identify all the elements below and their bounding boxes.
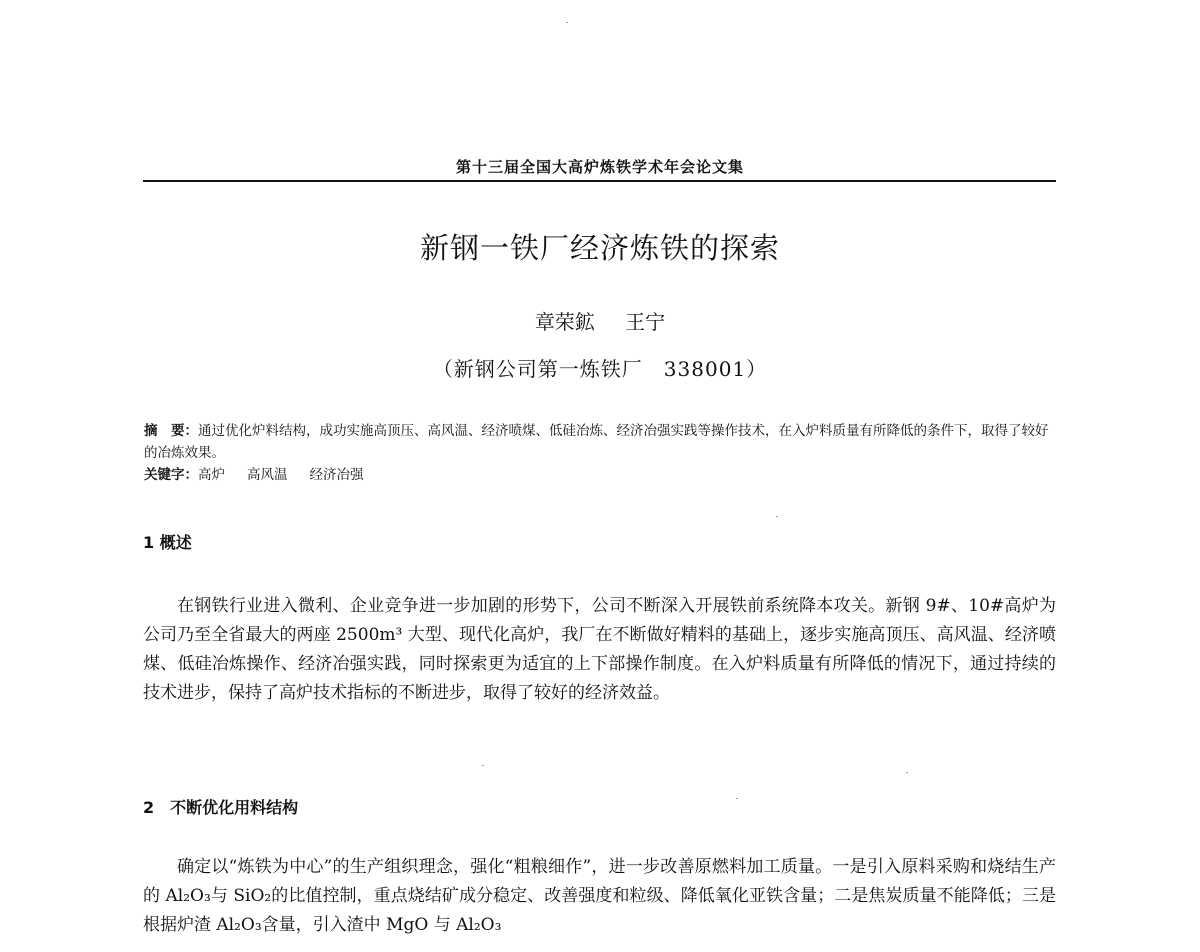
running-header: 第十三届全国大高炉炼铁学术年会论文集 xyxy=(455,158,744,176)
scan-speck xyxy=(482,765,484,766)
paper-title: 新钢一铁厂经济炼铁的探索 xyxy=(419,231,780,265)
body-paragraph: 确定以“炼铁为中心”的生产组织理念，强化“粗粮细作”，进一步改善原燃料加工质量。一是引入原料采购和烧结生产的 Al₂O₃与 SiO₂的比值控制，重点烧结矿成分稳定、改善强度和粒级、降低氧化亚铁含量；二是焦炭质量不能降低；三是根据炉渣 Al₂O₃含量，引入渣中 MgO 与 Al₂O₃ xyxy=(143,857,1056,935)
keywords-label: 关键字： xyxy=(144,467,198,483)
section-heading: 1 概述 xyxy=(143,533,192,552)
abstract-block xyxy=(144,420,1056,486)
author-name: 章荣鉱 xyxy=(534,310,595,334)
body-paragraph: 在钢铁行业进入微利、企业竞争进一步加剧的形势下，公司不断深入开展铁前系统降本攻关。新钢 9#、10#高炉为公司乃至全省最大的两座 2500m³ 大型、现代化高炉，我厂在不断做好精料的基础上，逐步实施高顶压、高风温、经济喷煤、低硅冶炼操作、经济冶强实践，同时探索更为适宜的上下部操作制度。在入炉料质量有所降低的情况下，通过持续的技术进步，保持了高炉技术指标的不断进步，取得了较好的经济效益。 xyxy=(143,596,1056,703)
abstract-label: 摘 要： xyxy=(144,423,198,439)
section-heading: 2 不断优化用料结构 xyxy=(143,798,299,817)
author-name: 王宁 xyxy=(625,310,666,334)
keyword: 高风温 xyxy=(247,467,288,483)
keyword: 经济冶强 xyxy=(309,467,364,483)
affiliation: （新钢公司第一炼铁厂 338001） xyxy=(432,357,768,381)
scan-speck xyxy=(776,516,778,517)
abstract-text: 通过优化炉料结构，成功实施高顶压、高风温、经济喷煤、低硅冶炼、经济冶强实践等操作技术，在入炉料质量有所降低的条件下，取得了较好的冶炼效果。 xyxy=(144,423,1049,461)
abstract xyxy=(144,420,1056,464)
scan-speck xyxy=(906,772,908,773)
author-line xyxy=(0,306,1200,335)
keywords xyxy=(144,464,1056,486)
scan-speck xyxy=(566,22,568,23)
header-rule xyxy=(143,180,1056,182)
scan-speck xyxy=(736,798,738,799)
keyword: 高炉 xyxy=(198,467,225,483)
